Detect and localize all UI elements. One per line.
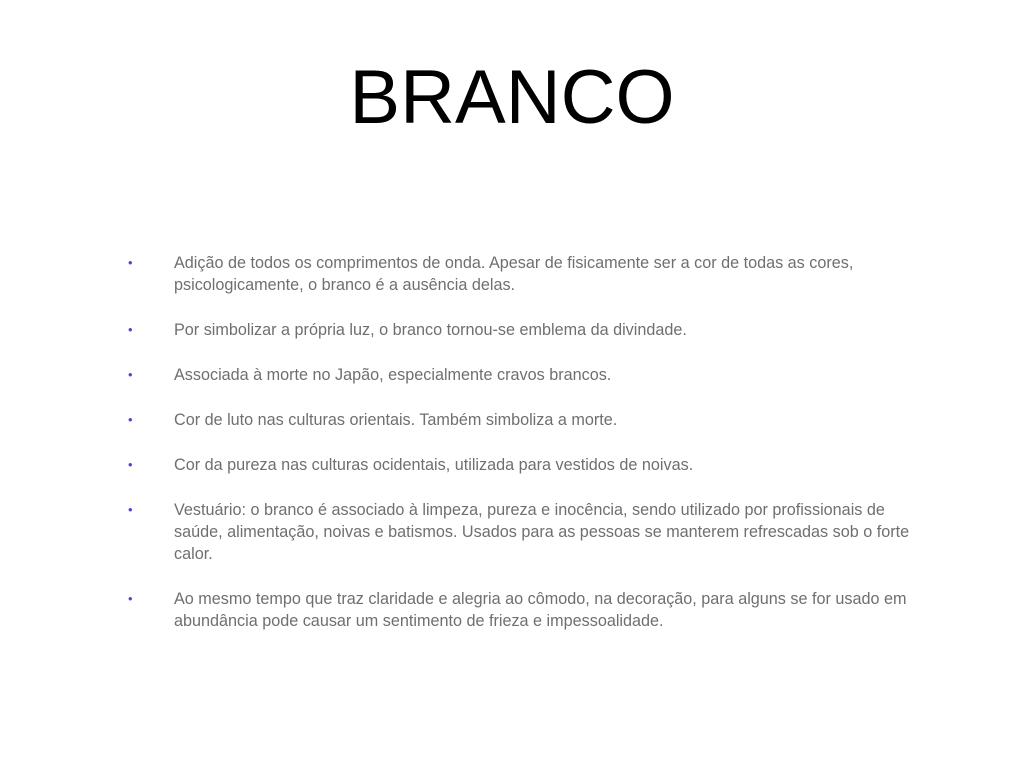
bullet-icon: • — [128, 367, 133, 382]
bullet-icon: • — [128, 412, 133, 427]
bullet-icon: • — [128, 255, 133, 270]
bullet-item — [128, 252, 918, 296]
bullet-text: Associada à morte no Japão, especialmente cravos brancos. — [174, 366, 612, 384]
bullet-text: Adição de todos os comprimentos de onda. Apesar de fisicamente ser a cor de todas as cores, psicologicamente, o branco é a ausência delas. — [174, 254, 854, 294]
bullet-item — [128, 588, 918, 632]
bullet-text: Vestuário: o branco é associado à limpeza, pureza e inocência, sendo utilizado por profissionais de saúde, alimentação, noivas e batismos. Usados para as pessoas se manterem refrescadas sob o forte calor. — [174, 501, 910, 563]
bullet-item — [128, 454, 918, 476]
bullet-item — [128, 409, 918, 431]
bullet-list — [128, 252, 918, 655]
bullet-icon: • — [128, 502, 133, 517]
bullet-icon: • — [128, 591, 133, 606]
bullet-text: Por simbolizar a própria luz, o branco tornou-se emblema da divindade. — [174, 321, 687, 339]
bullet-icon: • — [128, 457, 133, 472]
bullet-text: Cor da pureza nas culturas ocidentais, utilizada para vestidos de noivas. — [174, 456, 694, 474]
bullet-item — [128, 319, 918, 341]
slide-title: BRANCO — [349, 55, 675, 140]
bullet-text: Ao mesmo tempo que traz claridade e alegria ao cômodo, na decoração, para alguns se for usado em abundância pode causar um sentimento de frieza e impessoalidade. — [174, 590, 907, 630]
bullet-item — [128, 364, 918, 386]
bullet-icon: • — [128, 322, 133, 337]
bullet-text: Cor de luto nas culturas orientais. Também simboliza a morte. — [174, 411, 618, 429]
bullet-item — [128, 499, 918, 565]
